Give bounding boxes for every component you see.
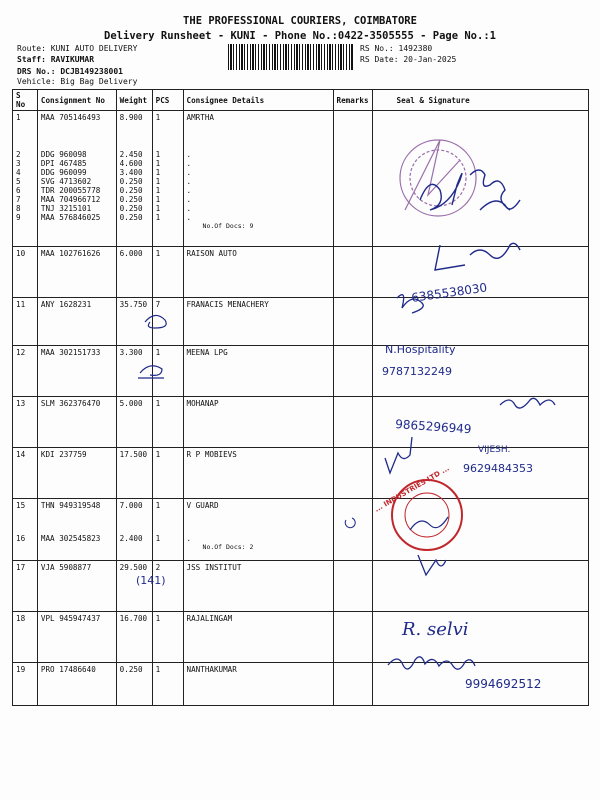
cell-weight: 0.250 [119, 186, 143, 195]
cell-consignment: PRO 17486640 [37, 663, 116, 706]
signature-cell [372, 663, 588, 706]
row19-phone: 9994692512 [465, 677, 542, 691]
signature-cell [372, 612, 588, 663]
table-row [13, 663, 589, 706]
cell-consignee: JSS INSTITUT [183, 561, 333, 612]
cell-consignee: RAISON AUTO [183, 247, 333, 298]
row14-phone: 9629484353 [463, 462, 533, 475]
cell-consignment: ANY 1628231 [37, 298, 116, 346]
cell-consignee: AMRTHA [186, 113, 214, 122]
cell-pcs: 1 [152, 346, 183, 397]
cell-weight: 35.750 [116, 298, 152, 346]
col-weight: Weight [116, 90, 152, 111]
signature-cell [372, 111, 588, 247]
cell-consignment: MAA 705146493 [40, 113, 101, 122]
cell-sno: 9 [16, 213, 21, 222]
cell-pcs: 1 [152, 448, 183, 499]
cell-sno: 2 [16, 150, 21, 159]
signature-cell [372, 448, 588, 499]
cell-consignee: . [186, 186, 192, 195]
cell-weight: 2.450 [119, 150, 143, 159]
cell-consignee: . [186, 177, 192, 186]
row12-phone: 9787132249 [382, 365, 452, 378]
cell-consignee: RAJALINGAM [183, 612, 333, 663]
cell-consignment: DDG 960099 [40, 168, 87, 177]
runsheet-title: Delivery Runsheet - KUNI - Phone No.:0422-3505555 - Page No.:1 [104, 30, 496, 42]
cell-weight: 0.250 [119, 204, 143, 213]
cell-consignee: . [186, 534, 192, 543]
table-row [13, 499, 589, 561]
cell-weight: 2.400 [119, 534, 143, 543]
vehicle-label: Vehicle: Big Bag Delivery [17, 77, 138, 86]
cell-weight: 5.000 [116, 397, 152, 448]
cell-sno: 7 [16, 195, 21, 204]
cell-sno: 1 [16, 113, 21, 122]
cell-consignee: . [186, 213, 192, 222]
cell-pcs: 1 [155, 501, 161, 510]
cell-pcs: 1 [152, 663, 183, 706]
cell-sno: 12 [13, 346, 38, 397]
cell-consignee: . [186, 159, 192, 168]
cell-pcs: 1 [155, 204, 161, 213]
cell-sno: 17 [13, 561, 38, 612]
rs-no-label: RS No.: 1492380 [360, 44, 433, 53]
cell-consignment: MAA 102761626 [37, 247, 116, 298]
cell-consignment: TDR 200055778 [40, 186, 101, 195]
table-row [13, 448, 589, 499]
cell-sno: 19 [13, 663, 38, 706]
cell-weight: 0.250 [119, 177, 143, 186]
cell-pcs: 1 [152, 247, 183, 298]
route-label: Route: KUNI AUTO DELIVERY [17, 44, 138, 53]
cell-weight: 29.500 [116, 561, 152, 612]
cell-weight: 7.000 [119, 501, 143, 510]
signature-cell [372, 499, 588, 561]
rs-date-label: RS Date: 20-Jan-2025 [360, 55, 457, 64]
col-consignment: Consignment No [37, 90, 116, 111]
cell-consignee: MOHANAP [183, 397, 333, 448]
cell-weight: 4.600 [119, 159, 143, 168]
docs-count: No.Of Docs: 2 [202, 543, 254, 551]
cell-consignee: . [186, 150, 192, 159]
cell-sno: 6 [16, 186, 21, 195]
cell-weight: 8.900 [119, 113, 143, 122]
cell-consignee: . [186, 195, 192, 204]
cell-consignee: FRANACIS MENACHERY [183, 298, 333, 346]
signature-cell [372, 346, 588, 397]
signature-cell [372, 247, 588, 298]
drs-label: DRS No.: DCJB149238001 [17, 67, 123, 76]
runsheet-table [12, 89, 589, 706]
cell-sno: 5 [16, 177, 21, 186]
cell-consignment: MAA 576846025 [40, 213, 101, 222]
red-stamp-text: ... INDUSTRIES LTD ... [373, 464, 451, 514]
signature-cell [372, 397, 588, 448]
cell-sno: 4 [16, 168, 21, 177]
table-row [13, 346, 589, 397]
cell-consignee: . [186, 204, 192, 213]
cell-weight: 17.500 [116, 448, 152, 499]
cell-weight: 16.700 [116, 612, 152, 663]
cell-consignment: MAA 704966712 [40, 195, 101, 204]
signature-cell [372, 561, 588, 612]
col-pcs: PCS [152, 90, 183, 111]
cell-sno: 15 [16, 501, 26, 510]
cell-weight: 0.250 [119, 195, 143, 204]
cell-consignment: MAA 302545823 [40, 534, 101, 543]
cell-sno: 11 [13, 298, 38, 346]
table-row [13, 612, 589, 663]
cell-sno: 16 [16, 534, 26, 543]
table-row [13, 247, 589, 298]
cell-sno: 10 [13, 247, 38, 298]
table-row [13, 111, 589, 247]
row17-note: (141) [136, 574, 166, 587]
cell-sno: 3 [16, 159, 21, 168]
cell-consignment: TNJ 3215101 [40, 204, 92, 213]
table-row [13, 561, 589, 612]
table-row [13, 298, 589, 346]
cell-consignment: THN 949319548 [40, 501, 101, 510]
cell-consignment: MAA 302151733 [37, 346, 116, 397]
cell-pcs: 1 [152, 612, 183, 663]
cell-sno: 13 [13, 397, 38, 448]
cell-pcs: 1 [152, 397, 183, 448]
cell-consignment: DDG 960098 [40, 150, 87, 159]
row14-name: VIJESH. [478, 445, 511, 455]
col-remarks: Remarks [333, 90, 372, 111]
cell-pcs: 1 [155, 186, 161, 195]
cell-pcs: 1 [155, 534, 161, 543]
barcode [228, 44, 354, 70]
cell-pcs: 7 [152, 298, 183, 346]
staff-label: Staff: RAVIKUMAR [17, 55, 95, 64]
cell-consignee: MEENA LPG [183, 346, 333, 397]
cell-sno: 8 [16, 204, 21, 213]
cell-consignment: DPI 467485 [40, 159, 87, 168]
cell-weight: 3.400 [119, 168, 143, 177]
signature-cell [372, 298, 588, 346]
cell-pcs: 1 [155, 213, 161, 222]
cell-sno: 18 [13, 612, 38, 663]
table-row [13, 397, 589, 448]
cell-consignment: VPL 945947437 [37, 612, 116, 663]
cell-consignment: KDI 237759 [37, 448, 116, 499]
cell-weight: 0.250 [119, 213, 143, 222]
cell-consignee: . [186, 168, 192, 177]
cell-consignee: R P MOBIEVS [183, 448, 333, 499]
cell-consignee: NANTHAKUMAR [183, 663, 333, 706]
cell-pcs: 2 [152, 561, 183, 612]
row18-sign: R. selvi [402, 619, 469, 640]
cell-consignment: VJA 5908877 [37, 561, 116, 612]
col-sno: S No [13, 90, 38, 111]
cell-consignment: SVG 4713602 [40, 177, 92, 186]
cell-pcs: 1 [155, 113, 161, 122]
cell-weight: 0.250 [116, 663, 152, 706]
col-consignee: Consignee Details [183, 90, 333, 111]
company-title: THE PROFESSIONAL COURIERS, COIMBATORE [183, 15, 417, 27]
cell-consignment: SLM 362376470 [37, 397, 116, 448]
cell-weight: 6.000 [116, 247, 152, 298]
cell-pcs: 1 [155, 159, 161, 168]
table-header-row [13, 90, 589, 111]
docs-count: No.Of Docs: 9 [202, 222, 254, 230]
cell-pcs: 1 [155, 177, 161, 186]
cell-pcs: 1 [155, 195, 161, 204]
cell-weight: 3.300 [116, 346, 152, 397]
cell-consignee: V GUARD [186, 501, 219, 510]
col-signature: Seal & Signature [372, 90, 588, 111]
cell-pcs: 1 [155, 150, 161, 159]
row11-phone: 6385538030 [410, 280, 489, 305]
cell-sno: 14 [13, 448, 38, 499]
row12-name: N.Hospitality [385, 343, 456, 356]
row13-phone: 9865296949 [394, 417, 472, 437]
cell-pcs: 1 [155, 168, 161, 177]
